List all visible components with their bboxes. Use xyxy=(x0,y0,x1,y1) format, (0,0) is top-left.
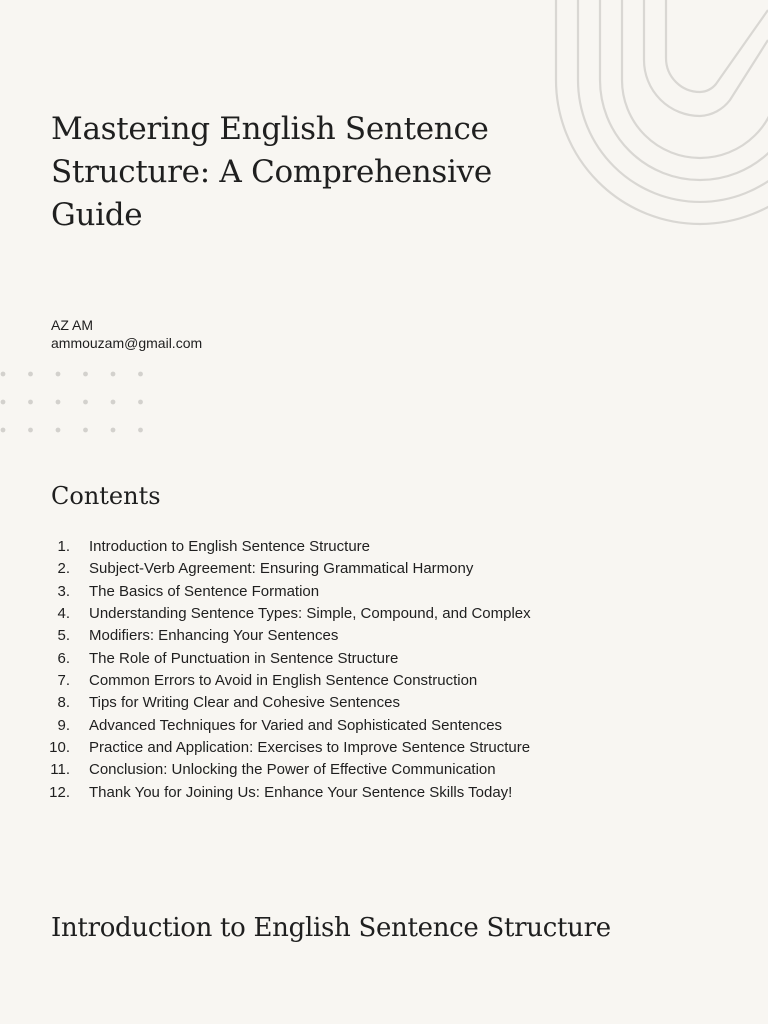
decoration-dot xyxy=(138,400,143,405)
toc-item xyxy=(0,759,700,781)
decoration-dot xyxy=(28,372,33,377)
arc-6 xyxy=(666,0,768,92)
arc-1 xyxy=(556,0,768,224)
toc-item-number: 6. xyxy=(57,649,70,667)
toc-item-text: Modifiers: Enhancing Your Sentences xyxy=(89,627,339,645)
toc-item-text: Practice and Application: Exercises to Improve Sentence Structure xyxy=(89,739,531,757)
document-title: Mastering English Sentence Structure: A Comprehensive Guide xyxy=(51,111,492,233)
decoration-dot xyxy=(111,372,116,377)
author-name: AZ AM xyxy=(51,317,94,333)
author-email: ammouzam@gmail.com xyxy=(51,335,203,351)
toc-item-text: Thank You for Joining Us: Enhance Your Sentence Skills Today! xyxy=(89,783,513,801)
toc-item-number: 12. xyxy=(49,783,70,801)
decoration-dot xyxy=(111,400,116,405)
toc-item-number: 9. xyxy=(57,716,70,734)
toc-item-text: The Basics of Sentence Formation xyxy=(89,582,320,600)
decoration-dot xyxy=(1,372,6,377)
decoration-dot xyxy=(56,372,61,377)
arc-5 xyxy=(644,0,768,116)
decoration-dot xyxy=(138,372,143,377)
toc-item-number: 7. xyxy=(57,672,70,690)
toc-item-number: 11. xyxy=(50,761,70,779)
decoration-dot xyxy=(56,400,61,405)
decoration-dot xyxy=(1,428,6,433)
dot-grid-decoration xyxy=(0,368,160,438)
decoration-dot xyxy=(83,372,88,377)
toc-item xyxy=(0,782,700,804)
author-block xyxy=(51,316,202,352)
decoration-dot xyxy=(28,428,33,433)
concentric-arcs-decoration xyxy=(540,0,768,240)
table-of-contents xyxy=(0,536,700,804)
toc-item xyxy=(0,715,700,737)
decoration-dot xyxy=(56,428,61,433)
toc-item-text: The Role of Punctuation in Sentence Structure xyxy=(89,649,399,667)
toc-item-text: Advanced Techniques for Varied and Sophisticated Sentences xyxy=(89,716,503,734)
toc-item-text: Introduction to English Sentence Structure xyxy=(89,538,371,555)
toc-item-number: 5. xyxy=(57,627,70,645)
toc-item-number: 1. xyxy=(57,538,70,555)
toc-item-number: 8. xyxy=(57,694,70,712)
toc-item-text: Understanding Sentence Types: Simple, Compound, and Complex xyxy=(89,605,531,623)
decoration-dot xyxy=(138,428,143,433)
toc-item xyxy=(0,558,700,580)
toc-item xyxy=(0,648,700,670)
toc-item-text: Conclusion: Unlocking the Power of Effective Communication xyxy=(89,761,496,779)
section-heading: Introduction to English Sentence Structure xyxy=(51,913,611,943)
toc-item xyxy=(0,737,700,759)
decoration-dot xyxy=(1,400,6,405)
toc-item xyxy=(0,603,700,625)
decoration-dot xyxy=(28,400,33,405)
contents-heading: Contents xyxy=(51,482,161,510)
toc-item-text: Common Errors to Avoid in English Sentence Construction xyxy=(89,672,478,690)
toc-item-text: Tips for Writing Clear and Cohesive Sentences xyxy=(89,694,400,712)
arc-3 xyxy=(600,0,768,180)
decoration-dot xyxy=(83,428,88,433)
toc-item-number: 3. xyxy=(57,582,70,600)
toc-item-text: Subject-Verb Agreement: Ensuring Grammatical Harmony xyxy=(89,560,474,578)
toc-item xyxy=(0,692,700,714)
toc-item-number: 4. xyxy=(57,605,70,623)
toc-item xyxy=(0,625,700,647)
toc-item-number: 2. xyxy=(57,560,70,578)
toc-item xyxy=(0,670,700,692)
toc-item xyxy=(0,536,700,558)
toc-item-number: 10. xyxy=(49,739,70,757)
toc-item xyxy=(0,581,700,603)
decoration-dot xyxy=(83,400,88,405)
decoration-dot xyxy=(111,428,116,433)
